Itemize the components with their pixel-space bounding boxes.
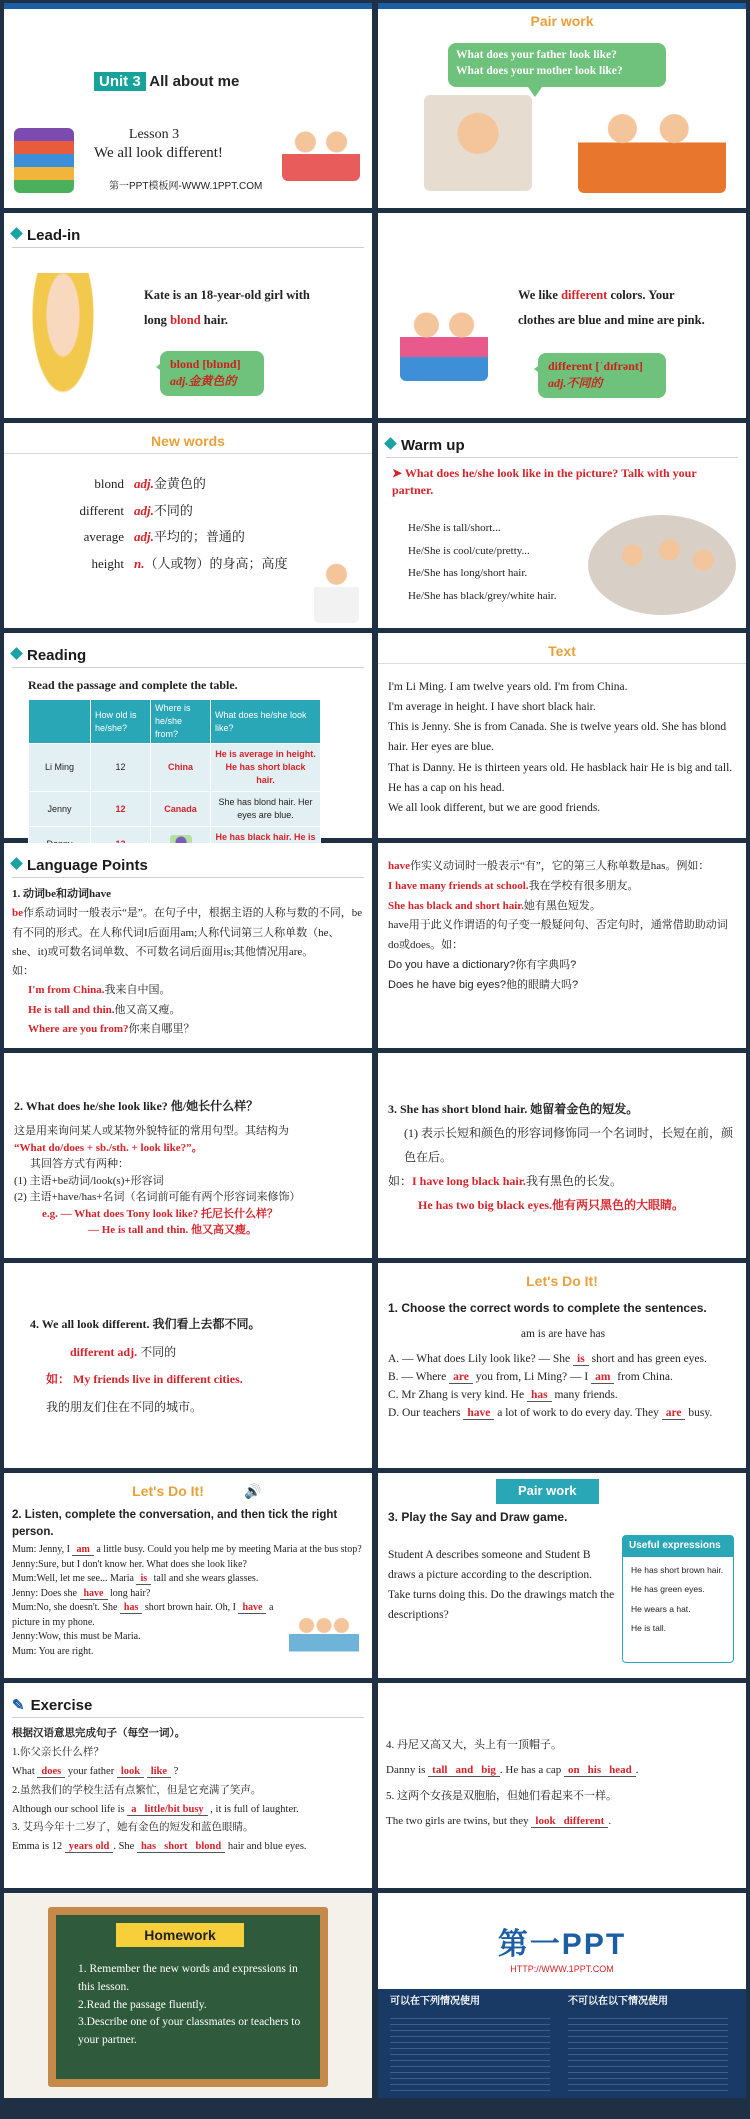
language-point-be: 1. 动词be和动词have be作系动词时一般表示“是”。在句子中，根据主语的人称与数的不同，be有不同的形式。在人称代词I后面用am;人称代词第三人称单数（he、she、it)或可数名词单数、不可数名词后面用is;其他情况用are。 如： I'm from China.我来自中国。 He is tall and thin.他又高又瘦。 Where are you from?你来自哪里？ [12, 888, 363, 1035]
slide-lead-in-1 [4, 213, 372, 418]
allowed-heading: 可以在下列情况使用 [390, 1996, 480, 2007]
sentence-patterns: He/She is tall/short... He/She is cool/cute/pretty... He/She has long/short hair. He/She has black/grey/white hair. [408, 522, 557, 602]
kids-image [282, 121, 360, 181]
word-row: different adj.不同的 [79, 502, 193, 518]
family-photo-oval [588, 515, 736, 615]
question-bubble [448, 43, 666, 87]
slide-exercise-2 [378, 1683, 746, 1888]
slide-language-points-5 [4, 1263, 372, 1468]
useful-expressions-box: Useful expressions He has short brown hair. He has green eyes. He wears a hat. He is tall. [622, 1535, 734, 1663]
word-bubble-blond: blond [blɒnd] adj.金黄色的 [160, 351, 264, 396]
word-row: height n.（人或物）的身高；高度 [91, 555, 288, 571]
slide-title: Let's Do It! [526, 1273, 598, 1289]
diamond-icon [384, 437, 397, 450]
slide-warm-up [378, 423, 746, 628]
slide-title: Text [548, 643, 576, 659]
books-image [14, 128, 74, 193]
diamond-icon [10, 227, 23, 240]
forbidden-list [568, 2013, 728, 2091]
slide-title: Language Points [12, 855, 148, 877]
slide-title: ✎ Exercise [12, 1697, 93, 1714]
forbidden-heading: 不可以在以下情况使用 [568, 1996, 668, 2007]
table-row: Li Ming 12 China He is average in height. He has short black hair. [29, 744, 321, 792]
diamond-icon [10, 857, 23, 870]
reading-instruction: Read the passage and complete the table. [28, 678, 238, 692]
children-image [400, 301, 488, 381]
family-photo [424, 95, 532, 191]
homework-title: Homework [116, 1923, 244, 1947]
pair-work-label: Pair work [496, 1479, 599, 1504]
kate-image [32, 273, 94, 393]
teacher-image [314, 558, 359, 623]
language-point-look-like: 2. What does he/she look like? 他/她长什么样？ 这是用来询问某人或某物外貌特征的常用句型。其结构为 “What do/does + sb./sth. + look like?”。 其回答方式有两种： (1) 主语+be动词/look(s)+形容词 (2) 主语+have/has+名词（名词前可能有两个形容词来修饰） e.g. — What does Tony look like? 托尼长什么样？ — He is tall and thin. 他又高又瘦。 [14, 1099, 301, 1236]
language-point-adjectives: 3. She has short blond hair. 她留着金色的短发。 (1) 表示长短和颜色的形容词修饰同一个名词时，长短在前，颜色在后。 如：I have long black hair.我有黑色的长发。 He has two big black eyes.他有两只黑色的大眼睛。 [388, 1102, 733, 1212]
unit-line [94, 71, 239, 93]
homework-list: 1. Remember the new words and expressions in this lesson. 2.Read the passage fluently. 3.Describe one of your classmates or teachers to your partner. [78, 1963, 301, 2047]
slide-language-points-1 [4, 843, 372, 1048]
slide-language-points-3 [4, 1053, 372, 1258]
lead-sentence: We like different colors. Your clothes are blue and mine are pink. [518, 288, 705, 327]
allowed-list [390, 2013, 550, 2091]
language-point-different: 4. We all look different. 我们看上去都不同。 different adj. 不同的 如： My friends live in different cities. 我的朋友们住在不同的城市。 [30, 1317, 261, 1414]
slide-exercise-1 [4, 1683, 372, 1888]
slide-credits [378, 1893, 746, 2098]
chalkboard [48, 1907, 328, 2087]
slide-text [378, 633, 746, 838]
family-cartoon [578, 101, 726, 193]
exercise-sentences-2: 4. 丹尼又高又大，头上有一顶帽子。 Danny is tall and big . He has a cap on his head . 5. 这两个女孩是双胞胎，但她们看起来不一样。 The two girls are twins, but they look different . [386, 1739, 639, 1827]
exercise-choose-words: 1. Choose the correct words to complete the sentences. am is are have has A. — What does Lily look like? — She is short and has green eyes. B. — Where are you from, Li Ming? — I am from China. C. Mr Zhang is very kind. He has many friends. D. Our teachers have a lot of work to do every day. They are busy. [388, 1299, 738, 1423]
slide-reading [4, 633, 372, 843]
unit-title: All about me [149, 73, 240, 90]
table-row: He has black hair. He is [29, 827, 321, 862]
slide-lets-do-it-2 [4, 1473, 372, 1678]
pencil-icon: ✎ [12, 1697, 25, 1714]
logo: 第一PPT [497, 1928, 627, 1961]
unit-badge: Unit 3 [94, 72, 146, 91]
slide-pair-work-1 [378, 3, 746, 208]
slide-lead-in-2 [378, 213, 746, 418]
question-father: What does your father look like? [456, 49, 617, 61]
question-mother: What does your mother look like? [456, 65, 623, 78]
slide-title: Warm up [386, 435, 465, 457]
word-row: blond adj.金黄色的 [94, 476, 206, 491]
warm-up-question: ➤ What does he/she look like in the picture? Talk with your partner. [392, 466, 697, 498]
table-row: Jenny 12 Canada She has blond hair. Her eyes are blue. [29, 792, 321, 827]
game-description: Student A describes someone and Student B draws a picture according to the description. Take turns doing this. Do the drawings match the descriptions? [388, 1549, 615, 1622]
text-passage: I'm Li Ming. I am twelve years old. I'm from China. I'm average in height. I have short black hair. This is Jenny. She is from Canada. She is twelve years old. She has blond hair. Her eyes are blue. That is Danny. He is thirteen years old. He hasblack hair He is big and tall. He has a cap on his head. We all look different, but we are good friends. [388, 681, 733, 814]
slide-lets-do-it-1 [378, 1263, 746, 1468]
word-bubble-different: different [ˈdɪfrənt] adj.不同的 [538, 353, 666, 398]
word-row: average adj.平均的；普通的 [83, 529, 245, 545]
game-heading: 3. Play the Say and Draw game. [388, 1510, 568, 1524]
slide-title: New words [151, 433, 225, 449]
slide-title: Let's Do It! [132, 1483, 204, 1499]
speaker-icon[interactable]: 🔊 [244, 1485, 262, 1500]
site-url[interactable]: HTTP://WWW.1PPT.COM [510, 1964, 614, 1974]
three-people-image [289, 1611, 359, 1669]
word-options: am is are have has [520, 1327, 606, 1340]
reading-table: How old is he/she? Where is he/she from? What does he/she look like? Li Ming 12 China He is average in height. He has short black hair. Jenny 12 Canada She has blond hair. Her eyes are blue. He has black hair. He is [28, 699, 321, 862]
lesson-number: Lesson 3 [128, 127, 180, 142]
slide-pair-work-2 [378, 1473, 746, 1678]
exercise-sentences-1: 根据汉语意思完成句子（每空一词）。 1.你父亲长什么样？ What does your father look like ? 2.虽然我们的学校生活有点繁忙，但是它充满了笑声。 Although our school life is a little/bit busy , it is full of laughter. 3. 艾玛今年十二岁了，她有金色的短发和蓝色眼睛。 Emma is 12 years old . She has short blond hair and blue eyes. [12, 1728, 307, 1853]
slide-title: Pair work [530, 13, 594, 29]
listening-conversation: 2. Listen, complete the conversation, and then tick the right person. Mum: Jenny, I am a little busy. Could you help me by meeting Maria at the bus stop? Jenny:Sure, but I don't know her. What does she look like? Mum:Well, let me see... Maria is tall and she wears glasses. Jenny: Does she have long hair? Mum:No, she doesn't. She has short brown hair. Oh, I have a picture in my phone. Jenny:Wow, this must be Maria. Mum: You are right. [12, 1509, 362, 1657]
slide-language-points-4 [378, 1053, 746, 1258]
slide-title: Reading [12, 645, 86, 667]
language-point-have: have作实义动词时一般表示“有”，它的第三人称单数是has。例如： I have many friends at school.我在学校有很多朋友。 She has black and short hair.她有黑色短发。 have用于此义作谓语的句子变一般疑问句、否定句时，通常借助助动词do或does。如： Do you have a dictionary?你有字典吗? Does he have big eyes?他的眼睛大吗? [388, 860, 728, 991]
credits-panel [378, 1989, 746, 2098]
slide-title: Lead-in [12, 225, 80, 247]
lead-sentence: Kate is an 18-year-old girl with long blond hair. [144, 288, 310, 327]
slide-title [4, 3, 372, 208]
lesson-title: We all look different! [94, 145, 223, 161]
site-label: 第一PPT模板网-WWW.1PPT.COM [109, 181, 263, 192]
slide-language-points-2 [378, 843, 746, 1048]
slide-homework [4, 1893, 372, 2098]
slide-new-words [4, 423, 372, 628]
word-list [44, 471, 288, 578]
diamond-icon [10, 647, 23, 660]
